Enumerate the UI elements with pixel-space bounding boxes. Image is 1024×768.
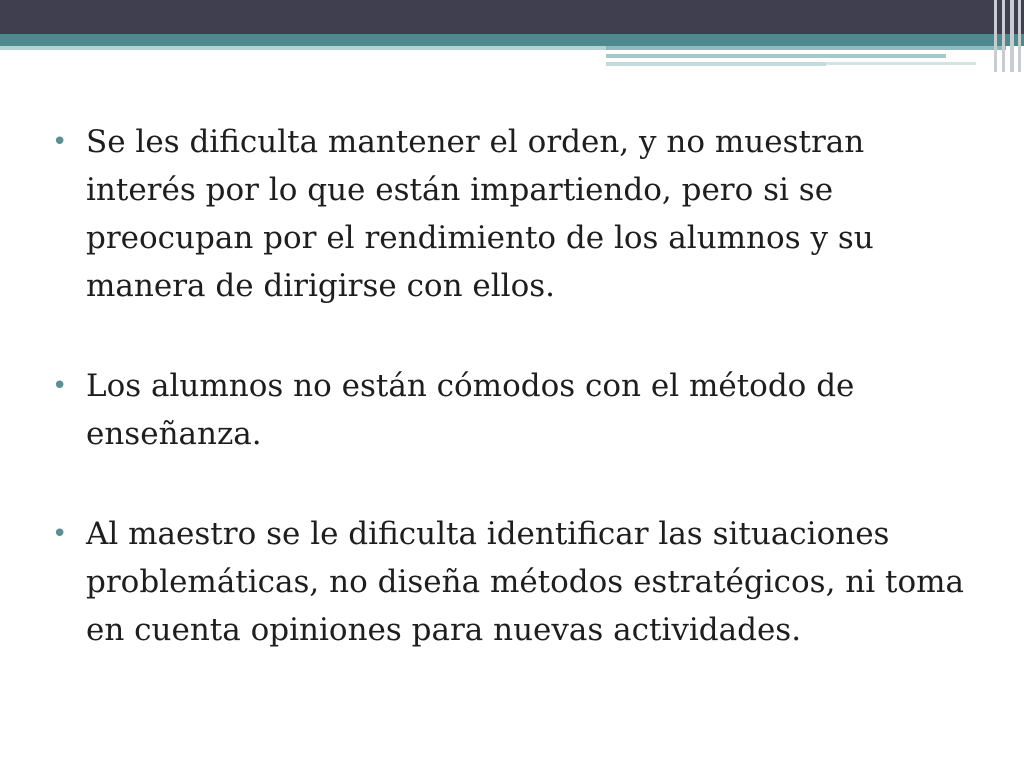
bullet-text: Se les dificulta mantener el orden, y no muestran interés por lo que están impartiendo, pero si se preocupan por el rendimiento de los alumnos y su manera de dirigirse con ellos.	[86, 124, 874, 304]
header-teal-band	[0, 34, 1024, 46]
bullet-text: Al maestro se le dificulta identificar las situaciones problemáticas, no diseña métodos estratégicos, ni toma en cuenta opiniones para nuevas actividades.	[86, 516, 965, 648]
bullet-list	[52, 118, 972, 654]
header-accent-line	[606, 62, 826, 66]
bullet-icon: •	[52, 519, 68, 549]
header-accent-line	[826, 62, 976, 65]
bullet-item	[52, 510, 972, 654]
bullet-item	[52, 118, 972, 310]
bullet-icon: •	[52, 371, 68, 401]
header-corner-bars	[988, 0, 1024, 72]
header-dark-band	[0, 0, 1024, 34]
header-accent-strip	[606, 46, 1006, 50]
header-accent-strip	[0, 46, 606, 50]
bullet-text: Los alumnos no están cómodos con el método de enseñanza.	[86, 368, 855, 452]
bullet-item	[52, 362, 972, 458]
bullet-icon: •	[52, 127, 68, 157]
header-accent-line	[606, 54, 946, 58]
